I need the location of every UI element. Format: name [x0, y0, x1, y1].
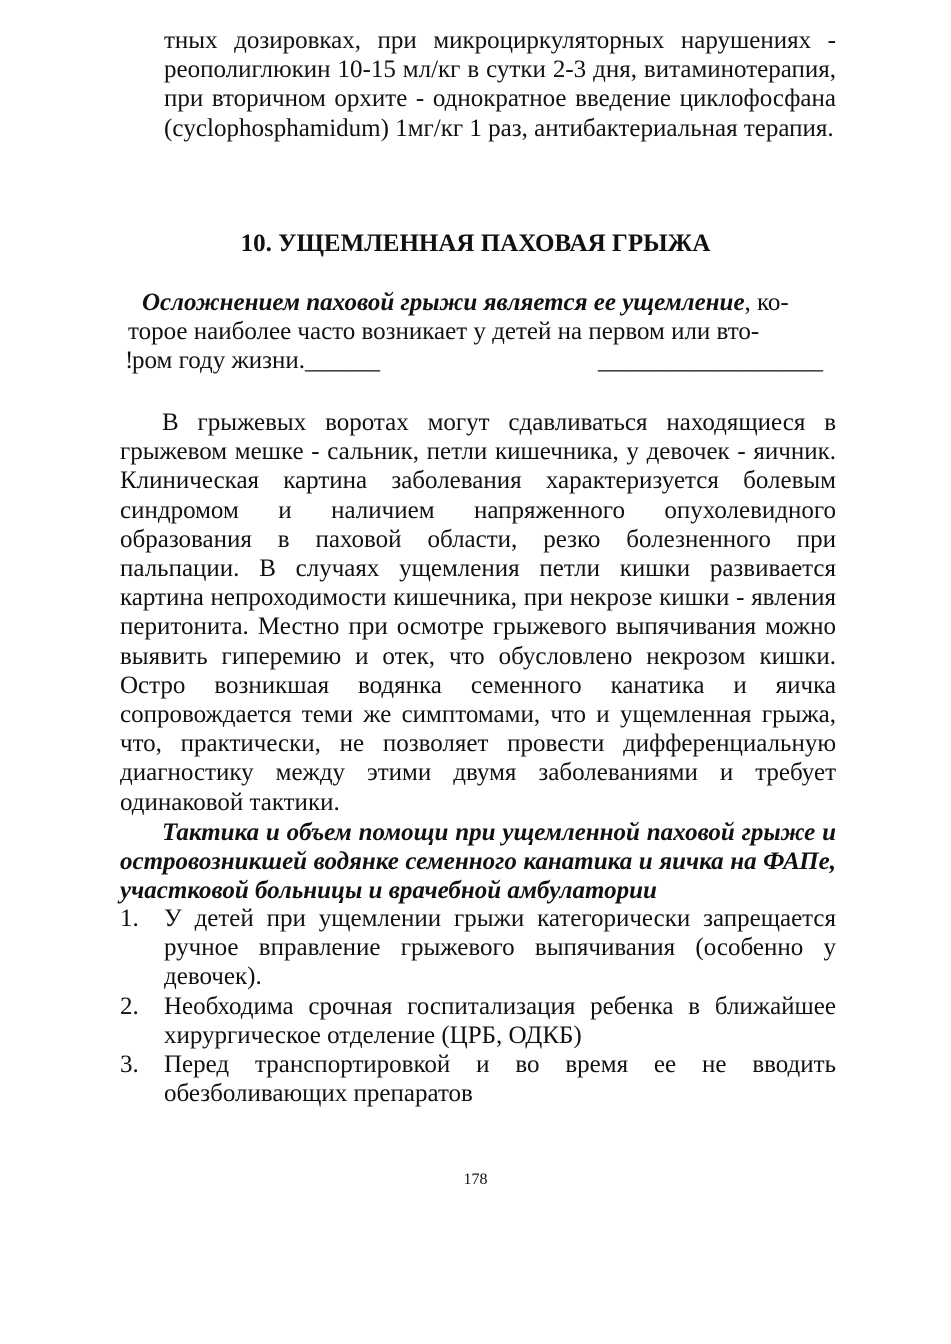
list-item	[120, 904, 836, 992]
list-item-text: У детей при ущемлении грыжи категорически запрещается ручное вправление грыжевого выпячивания (особенно у девочек).	[164, 905, 836, 991]
intro-paragraph: тных дозировках, при микроциркуляторных нарушениях - реополиглюкин 10-15 мл/кг в сутки 2-3 дня, витаминотерапия, при вторичном орхите - однократное введение циклофосфана (cyclophosphamidum) 1мг/кг 1 раз, антибактериальная терапия.	[164, 27, 836, 142]
tactics-list	[120, 904, 836, 1108]
lead-paragraph	[125, 288, 823, 376]
list-item-number: 3.	[120, 1051, 139, 1079]
margin-mark: !	[125, 347, 134, 375]
list-item	[120, 992, 836, 1050]
lead-line-2: торое наиболее часто возникает у детей на первом или вто-	[128, 318, 760, 346]
list-item-number: 1.	[120, 905, 139, 932]
page-number: 178	[463, 1171, 488, 1188]
list-item-number: 2.	[120, 992, 139, 1020]
list-item	[120, 1050, 836, 1108]
lead-line-1-rest: , ко-	[744, 289, 789, 316]
blank-rule: __________________	[598, 347, 823, 375]
tactics-heading: Тактика и объем помощи при ущемленной паховой грыже и островозникшей водянке семенного канатика и яичка на ФАПе, участковой больницы и врачебной амбулатории	[120, 819, 836, 905]
list-item-text: Перед транспортировкой и во время ее не вводить обезболивающих препаратов	[164, 1051, 836, 1108]
lead-line-1	[128, 288, 820, 317]
lead-line-3	[125, 346, 823, 375]
body-paragraph: В грыжевых воротах могут сдавливаться находящиеся в грыжевом мешке - сальник, петли кишечника, у девочек - яичник. Клиническая картина заболевания характеризуется болевым синдромом и наличием напряженного опухолевидного образования в паховой области, резко болезненного при пальпации. В случаях ущемления петли кишки развивается картина непроходимости кишечника, при некрозе кишки - явления перитонита. Местно при осмотре грыжевого выпячивания можно выявить гиперемию и отек, что обусловлено некрозом кишки. Остро возникшая водянка семенного канатика и яичка сопровождается теми же симптомами, что и ущемленная грыжа, что, практически, не позволяет провести дифференциальную диагностику между этими двумя заболеваниями и требует одинаковой тактики.	[120, 409, 836, 816]
lead-emphasis: Осложнением паховой грыжи является ее ущемление	[142, 289, 745, 316]
lead-line-3-text: ром году жизни.______	[132, 347, 381, 375]
section-heading: 10. УЩЕМЛЕННАЯ ПАХОВАЯ ГРЫЖА	[240, 230, 711, 257]
list-item-text: Необходима срочная госпитализация ребенка в ближайшее хирургическое отделение (ЦРБ, ОДКБ)	[164, 992, 836, 1049]
